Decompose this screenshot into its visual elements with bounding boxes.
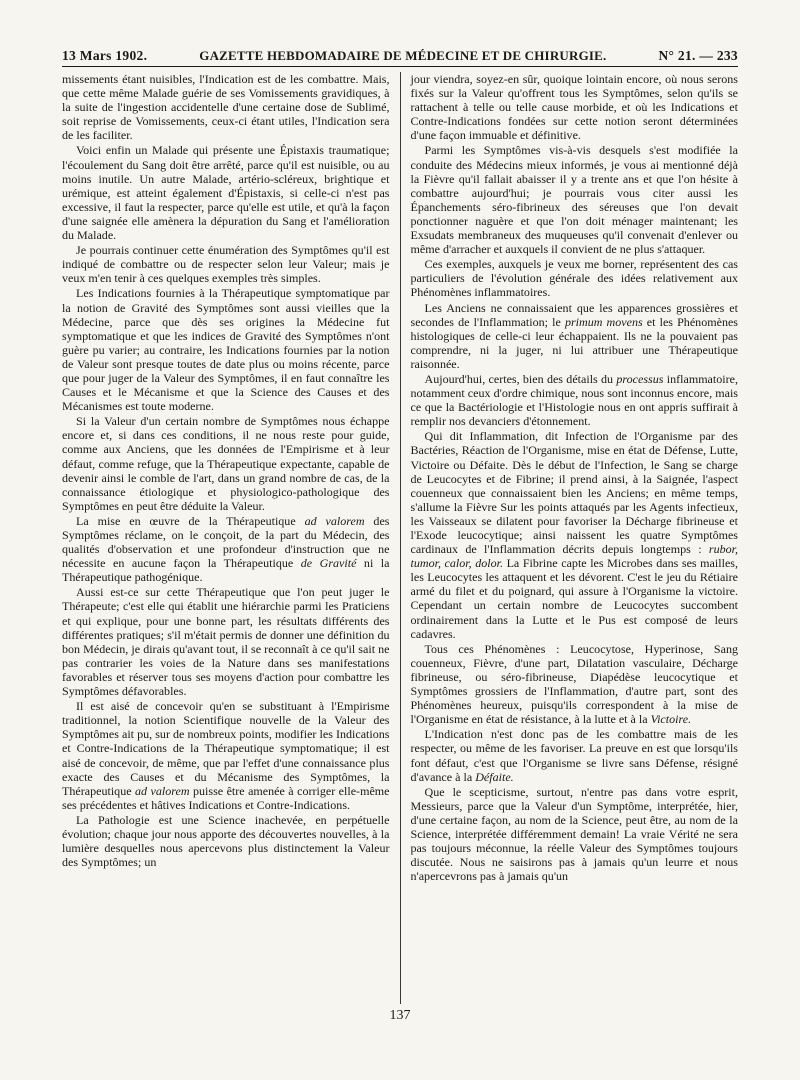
paragraph: Que le scepticisme, surtout, n'entre pas dans votre esprit, Messieurs, parce que la Valeur d'un Symptôme, interprétée, hier, d'une certaine façon, au nom de la Science, peut être, au nom de la Science, interprétée différemment demain! La vraie Vérité ne sera pas toujours méconnue, la réelle Valeur des Symptômes toujours discutée. Nous ne saisirons pas à jamais qu'un leurre et nous n'apercevrons pas à jamais qu'un [410, 784, 738, 884]
paragraph: Parmi les Symptômes vis-à-vis desquels s'est modifiée la conduite des Médecins mieux informés, je vous ai mentionné déjà la Fièvre qu'il fallait abaisser il y a trente ans et que l'on hésite à combattre aujourd'hui; je pourrais vous citer aussi les Épanchements séro-fibrineux des séreuses que l'on devait ponctionner naguère et que l'on doit ménager maintenant; les Exsudats membraneux des muqueuses qu'il convenait d'enlever ou même d'arracher et auxquels il convient de ne plus s'attaquer. [410, 143, 738, 257]
paragraph [411, 301, 739, 371]
issue-date: 13 Mars 1902. [62, 48, 148, 63]
text-run: ni la Thérapeutique pathogénique. [62, 556, 390, 585]
italic-term: Défaite. [475, 769, 514, 784]
italic-term: ad valorem [135, 783, 190, 798]
paragraph: Je pourrais continuer cette énumération des Symptômes qu'il est indiqué de combattre ou de respecter selon leur Valeur; mais je veux m'en tenir à ces quelques exemples très simples. [62, 243, 390, 286]
paragraph [411, 642, 739, 727]
paragraph: Voici enfin un Malade qui présente une Épistaxis traumatique; l'écoulement du Sang doit être arrêté, parce qu'il est nuisible, ou au moins inutile. Un autre Malade, artério-scléreux, brightique et urémique, est atteint également d'Épistaxis, si celle-ci n'est pas excessive, il faut la respecter, parce qu'elle est utile, et qu'à la façon d'une saignée elle amènera la dépuration du Sang et l'amélioration du Malade. [62, 143, 390, 243]
italic-term: ad valorem [304, 513, 365, 528]
paragraph [62, 514, 390, 584]
issue-page-number: N° 21. — 233 [658, 48, 738, 63]
folio-number: 137 [389, 1008, 411, 1023]
body-columns [62, 72, 738, 1004]
text-run: Qui dit Inflammation, dit Infection de l'Organisme par des Bactéries, Réaction de l'Organisme, mise en état de Défense, Lutte, Victoire ou Défaite. Dès le début de l'Infection, le Sang se charge de Leucocytes et de Fibrine; il prend ainsi, à la Saignée, l'aspect couenneux que connaissaient bien les Anciens; en même temps, s'allume la Fièvre Sur les points attaqués par les Agents infectieux, les Vaisseaux se dilatent pour favoriser la Décharge fibrineuse et l'Exode leucocytique; ainsi naissent les quatre Symptômes cardinaux de l'Inflammation décrits depuis longtemps : [410, 429, 738, 557]
running-header [62, 40, 738, 67]
text-run: Tous ces Phénomènes : Leucocytose, Hyperinose, Sang couenneux, Fièvre, d'une part, Dilatation vasculaire, Décharge fibrineuse, ou séro-fibrineuse, Diapédèse leucocytique et Symptômes grossiers de l'Inflammation, d'autre part, sont des Phénomènes heureux, puisqu'ils correspondent à la mise de l'Organisme en état de résistance, à la lutte et à la [410, 641, 738, 727]
italic-term: de Gravité [300, 556, 357, 571]
paragraph: Aussi est-ce sur cette Thérapeutique que l'on peut juger le Thérapeute; c'est elle qui établit une hiérarchie parmi les Praticiens et qui explique, pour une bonne part, les résultats différents des différentes pratiques; s'il m'était permis de donner une définition du bon Médecin, je dirais qu'avant tout, il se reconnaît à ce qu'il sait ne pas contrarier les voies de la Nature dans ses manifestations favorables et réserver tous ses moyens d'action pour combattre les Symptômes défavorables. [62, 585, 390, 699]
text-run: La Fibrine capte les Microbes dans ses mailles, les Leucocytes les attaquent et les dévorent. C'est le jeu du Rétiaire armé du filet et du poignard, qui assure à l'Organisme la victoire. Cependant un certain nombre de Leucocytes succombent ordinairement dans la Lutte et le Pus est composé de leurs cadavres. [410, 556, 738, 641]
paragraph [411, 429, 739, 640]
paragraph: Ces exemples, auxquels je veux me borner, représentent des cas particuliers de l'évolution générale des idées relativement aux Phénomènes inflammatoires. [410, 257, 738, 300]
paragraph: missements étant nuisibles, l'Indication est de les combattre. Mais, que cette même Malade guérie de ses Vomissements gravidiques, à la suite de l'ingestion accidentelle d'une certaine dose de Sublimé, soit reprise de Vomissements, ceux-ci étant utiles, l'Indication sera de les faciliter. [62, 72, 390, 143]
paragraph [411, 372, 739, 428]
text-run: L'Indication n'est donc pas de les combattre mais de les respecter, ou même de les favoriser. La preuve en est que lorsqu'ils font défaut, c'est que l'Organisme se livre sans Défense, résigné d'avance à la [410, 727, 738, 784]
italic-term: Victoire. [650, 712, 692, 727]
paragraph: La Pathologie est une Science inachevée, en perpétuelle évolution; chaque jour nous apporte des découvertes nouvelles, à la lumière desquelles nous apercevons plus distinctement la Valeur des Symptômes; un [62, 812, 390, 870]
paragraph: jour viendra, soyez-en sûr, quoique lointain encore, où nous serons fixés sur la Valeur qu'offrent tous les Symptômes, selon qu'ils se rattachent à telle ou telle cause morbide, et où les Indications et Contre-Indications fondées sur cette notion seront déterminées d'une façon immuable et définitive. [410, 72, 738, 143]
text-run: puisse être amenée à corriger elle-même ses précédentes et hâtives Indications et Contre-Indications. [62, 783, 390, 812]
paragraph [62, 699, 390, 812]
column-divider [400, 72, 401, 1004]
text-run: Aujourd'hui, certes, bien des détails du [424, 371, 617, 386]
text-run: Les Anciens ne connaissaient que les apparences grossières et secondes de l'Inflammation; le [410, 300, 738, 329]
text-run: des Symptômes réclame, on le conçoit, de la part du Médecin, des qualités d'observation et une profondeur d'instruction que ne nécessite en aucune façon la Thérapeutique [62, 513, 390, 571]
paragraph: Les Indications fournies à la Thérapeutique symptomatique par la notion de Gravité des Symptômes sont aussi vieilles que la Médecine, parce que dès ses origines la Médecine fut symptomatique et que les indices de Gravité des Symptômes n'ont guère pu varier; au contraire, les Indications fournies par la notion de Valeur sont presque toutes de date plus ou moins récente, parce que pour juger de la Valeur des Symptômes, il en faut connaître les Causes et le Mécanisme et que la Science des Causes et des Mécanismes est toute moderne. [62, 286, 390, 414]
text-run: et les Phénomènes histologiques de celle-ci leur échappaient. Ils ne la pouvaient pas comprendre, ni la juger, ni lui attribuer une Thérapeutique raisonnée. [410, 314, 738, 371]
text-run: inflammatoire, notamment ceux d'ordre chimique, nous sont inconnus encore, mais ce que la Bactériologie et l'Histologie nous en ont appris suffirait à remplir nos devanciers d'étonnement. [410, 371, 738, 429]
journal-title: GAZETTE HEBDOMADAIRE DE MÉDECINE ET DE CHIRURGIE. [199, 48, 607, 63]
text-run: Il est aisé de concevoir qu'en se substituant à l'Empirisme traditionnel, la notion Scientifique nouvelle de la Valeur des Symptômes ait pu, sur de nombreux points, modifier les Indications et Contre-Indications de la Thérapeutique symptomatique; il est aisé de concevoir, de même, que par l'effet d'une connaissance plus exacte des Causes et du Mécanisme des Symptômes, la Thérapeutique [62, 699, 390, 798]
left-column [62, 72, 398, 1004]
paragraph [411, 727, 739, 783]
italic-term: primum movens [564, 314, 643, 329]
text-run: La mise en œuvre de la Thérapeutique [76, 513, 305, 528]
italic-term: rubor, tumor, calor, dolor. [410, 542, 738, 571]
right-column [403, 72, 739, 1004]
paragraph: Si la Valeur d'un certain nombre de Symptômes nous échappe encore et, si dans ces conditions, il ne nous reste pour guide, comme aux Anciens, que les données de l'Empirisme et à leur défaut, comme refuge, que la Thérapeutique expectante, capable de devenir ainsi le comble de l'art, dans un grand nombre de cas, de la connaissance étiologique et physiologico-pathologique des Symptômes en peut être déduite la Valeur. [62, 414, 390, 513]
italic-term: processus [616, 371, 664, 386]
